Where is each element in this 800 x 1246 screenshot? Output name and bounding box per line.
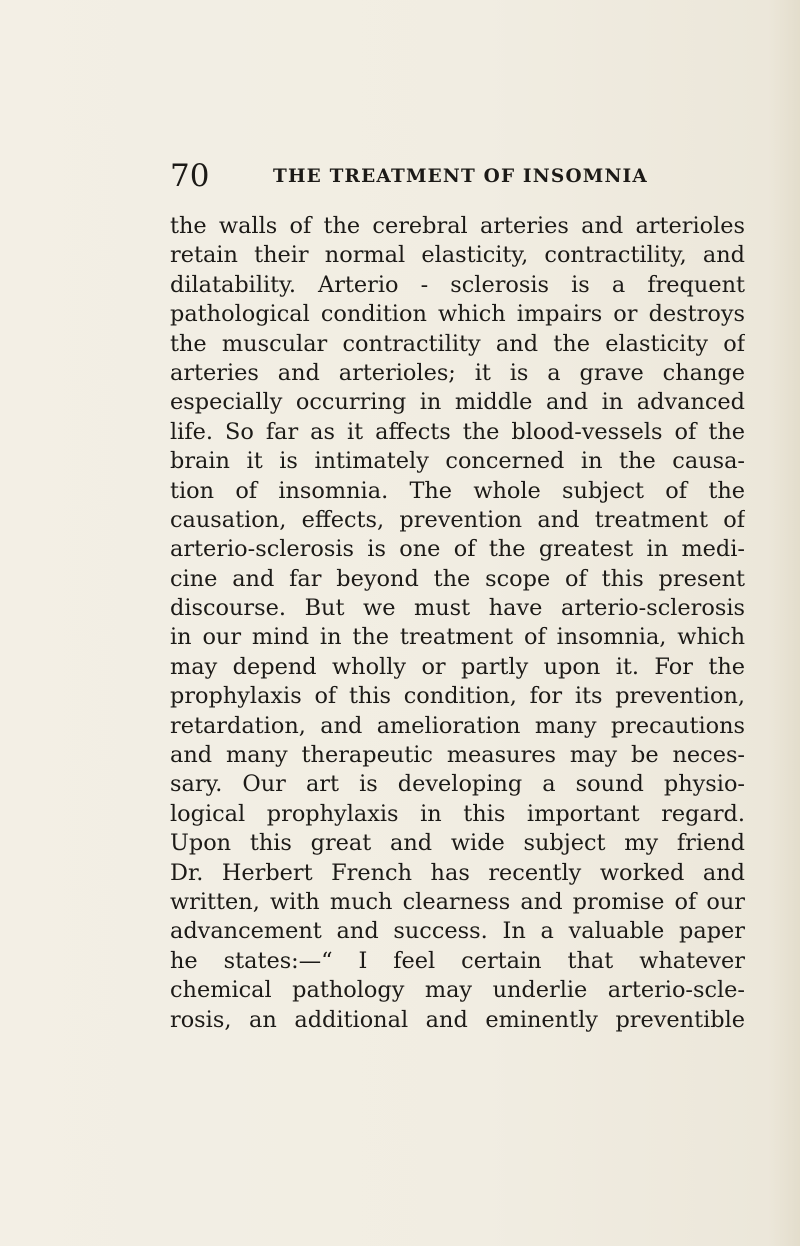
text-line: chemical pathology may underlie arterio-scle- [170,977,745,1004]
text-line: causation, effects, prevention and treatment of [170,506,745,533]
text-line: rosis, an additional and eminently preventible [170,1006,745,1033]
text-line: tion of insomnia. The whole subject of the [170,477,745,504]
text-line: dilatability. Arterio - sclerosis is a frequent [170,271,745,298]
text-line: written, with much clearness and promise of our [170,888,745,915]
text-line: especially occurring in middle and in advanced [170,389,745,416]
text-line: cine and far beyond the scope of this present [170,565,745,592]
text-line: advancement and success. In a valuable paper [170,918,745,945]
text-line: retain their normal elasticity, contractility, and [170,242,745,269]
text-line: and many therapeutic measures may be neces- [170,742,745,769]
text-line: he states:—“ I feel certain that whatever [170,947,745,974]
text-line: pathological condition which impairs or destroys [170,301,745,328]
text-line: the walls of the cerebral arteries and arterioles [170,213,745,239]
text-line: the muscular contractility and the elasticity of [170,330,745,357]
text-line: arteries and arterioles; it is a grave change [170,359,745,386]
running-title: THE TREATMENT OF INSOMNIA [273,166,648,187]
text-line: may depend wholly or partly upon it. For the [170,653,745,680]
text-line: sary. Our art is developing a sound physio- [170,771,745,798]
text-line: brain it is intimately concerned in the causa- [170,448,745,475]
text-line: prophylaxis of this condition, for its prevention, [170,683,745,710]
text-line: logical prophylaxis in this important regard. [170,800,745,827]
body-paragraph [170,212,745,1035]
page-number: 70 [170,158,210,194]
text-line: life. So far as it affects the blood-vessels of the [170,418,745,445]
text-line: Upon this great and wide subject my friend [170,830,745,857]
text-line: Dr. Herbert French has recently worked and [170,859,745,886]
text-line: discourse. But we must have arterio-sclerosis [170,595,745,622]
text-line: retardation, and amelioration many precautions [170,712,745,739]
page-header [170,156,648,196]
text-line: in our mind in the treatment of insomnia, which [170,624,745,651]
text-line: arterio-sclerosis is one of the greatest in medi- [170,536,745,563]
